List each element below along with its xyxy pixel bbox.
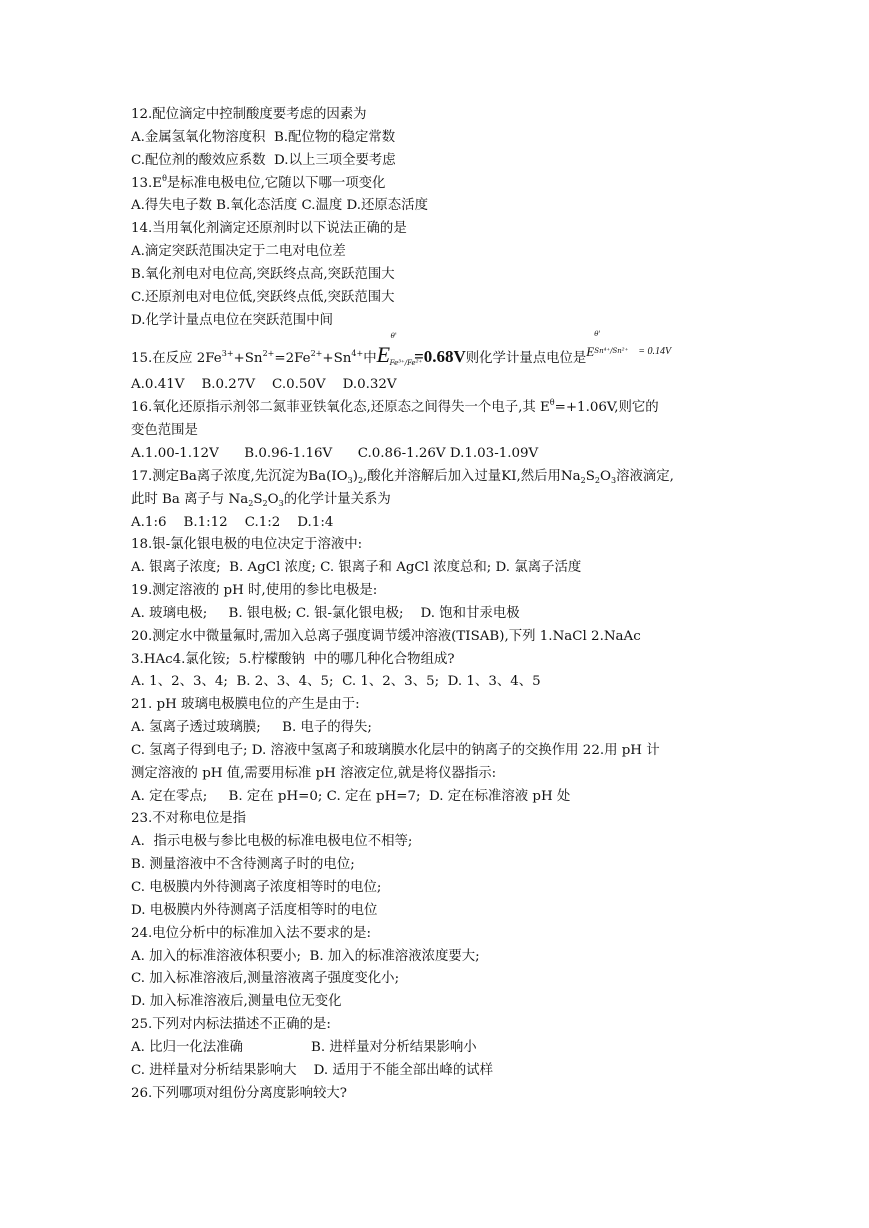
q23-option-b: B. 测量溶液中不含待测离子时的电位; <box>131 857 355 873</box>
q23-option-c: C. 电极膜内外待测离子浓度相等时的电位; <box>131 880 382 895</box>
q20-options: A. 1、2、3、4; B. 2、3、4、5; C. 1、2、3、5; D. 1、3、4、5 <box>131 674 541 690</box>
q25-options-ab: A. 比归一化法准确 B. 进样量对分析结果影响小 <box>131 1039 477 1055</box>
q18-options: A. 银离子浓度; B. AgCl 浓度; C. 银离子和 AgCl 浓度总和; D. 氯离子活度 <box>131 560 582 576</box>
q17-stem-2: 此时 Ba 离子与 $Na_2S_2O_3$的化学计量关系为 <box>131 491 391 508</box>
q24-options-ab: A. 加入的标准溶液体积要小; B. 加入的标准溶液浓度要大; <box>131 948 480 964</box>
q14-option-b: B.氧化剂电对电位高,突跃终点高,突跃范围大 <box>131 266 395 282</box>
q23-stem: 23.不对称电位是指 <box>131 811 247 827</box>
q19-options: A. 玻璃电极; B. 银电极; C. 银-氯化银电极; D. 饱和甘汞电极 <box>131 605 520 621</box>
q20-stem-2: 3.HAc4.氯化铵; 5.柠檬酸钠 中的哪几种化合物组成? <box>131 651 455 667</box>
q21-stem: 21. pH 玻璃电极膜电位的产生是由于: <box>131 697 360 713</box>
q12-options-ab: A.金属氢氧化物溶度积 B.配位物的稳定常数 <box>131 129 396 145</box>
q16-options: A.1.00-1.12V B.0.96-1.16V C.0.86-1.26V D.1.03-1.09V <box>131 445 539 461</box>
q26-stem: 26.下列哪项对组份分离度影响较大? <box>131 1085 347 1101</box>
q14-option-c: C.还原剂电对电位低,突跃终点低,突跃范围大 <box>131 289 395 305</box>
q13-options: A.得失电子数 B.氧化态活度 C.温度 D.还原态活度 <box>131 198 428 214</box>
q16-stem-1: 16.氧化还原指示剂邻二氮菲亚铁氧化态,还原态之间得失一个电子,其 $E^\theta=+1.06V$,则它的 <box>131 398 659 416</box>
q22-options: A. 定在零点; B. 定在 pH=0; C. 定在 pH=7; D. 定在标准溶液 pH 处 <box>131 788 571 804</box>
q15-formula-e2: E θ' Sn⁴⁺/Sn²⁺ <box>586 330 629 360</box>
q12-stem: 12.配位滴定中控制酸度要考虑的因素为 <box>131 107 367 122</box>
q14-stem: 14.当用氧化剂滴定还原剂时以下说法正确的是 <box>131 221 407 237</box>
q15-options: A.0.41V B.0.27V C.0.50V D.0.32V <box>131 377 397 393</box>
exam-page <box>131 104 751 1105</box>
q21-options-ab: A. 氢离子透过玻璃膜; B. 电子的得失; <box>131 720 372 736</box>
q13-stem: $13.E^\theta$是标准电极电位,它随以下哪一项变化 <box>131 173 386 191</box>
q18-stem: 18.银-氯化银电极的电位决定于溶液中: <box>131 537 363 553</box>
q25-options-cd: C. 进样量对分析结果影响大 D. 适用于不能全部出峰的试样 <box>131 1062 494 1078</box>
q15-formula-e1: E θ' Fe³⁺/Fe²⁺ <box>376 332 423 368</box>
q17-stem-1: 17.测定Ba离子浓度,先沉淀为$Ba(IO_3)_2$,酸化并溶解后加入过量KI,然后用$Na_2S_2O_3$溶液滴定, <box>131 468 674 485</box>
q22-stem-2: 测定溶液的 pH 值,需要用标准 pH 溶液定位,就是将仪器指示: <box>131 765 497 781</box>
q19-stem: 19.测定溶液的 pH 时,使用的参比电极是: <box>131 583 378 599</box>
q24-stem: 24.电位分析中的标准加入法不要求的是: <box>131 925 372 941</box>
q23-option-d: D. 电极膜内外待测离子活度相等时的电位 <box>131 902 378 918</box>
q23-option-a: A. 指示电极与参比电极的标准电极电位不相等; <box>131 834 413 850</box>
q25-stem: 25.下列对内标法描述不正确的是: <box>131 1017 331 1033</box>
q15-value-2: = 0.14V <box>638 346 672 358</box>
q17-options: A.1:6 B.1:12 C.1:2 D.1:4 <box>131 514 334 530</box>
q12-options-cd: C.配位剂的酸效应系数 D.以上三项全要考虑 <box>131 152 396 168</box>
q14-option-d: D.化学计量点电位在突跃范围中间 <box>131 312 333 328</box>
q16-stem-2: 变色范围是 <box>131 423 198 439</box>
q24-option-c: C. 加入标准溶液后,测量溶液离子强度变化小; <box>131 971 400 987</box>
q20-stem-1: 20.测定水中微量氟时,需加入总离子强度调节缓冲溶液(TISAB),下列 1.NaCl 2.NaAc <box>131 628 641 644</box>
q21-options-cd-q22-stem: C. 氢离子得到电子; D. 溶液中氢离子和玻璃膜水化层中的钠离子的交换作用 22.用 pH 计 <box>131 742 660 758</box>
q14-option-a: A.滴定突跃范围决定于二电对电位差 <box>131 244 346 260</box>
q15-value-1: =0.68V <box>414 347 466 367</box>
q15-stem: 15.在反应 $2Fe^{3+}+Sn^{2+}=2Fe^{2+}+Sn^{4+}$中E θ' Fe³⁺/Fe²⁺ =0.68V则化学计量点电位是E θ' Sn⁴⁺/Sn²⁺ $^{= 0.14V}$ <box>131 336 751 374</box>
q24-option-d: D. 加入标准溶液后,测量电位无变化 <box>131 994 342 1010</box>
